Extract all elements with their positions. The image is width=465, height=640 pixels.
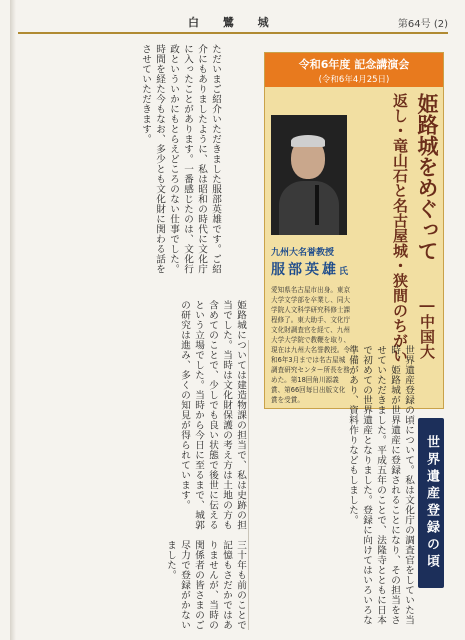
- event-date: (令和6年4月25日): [318, 75, 390, 85]
- photo-body-shape: [279, 181, 339, 235]
- lecture-title: [353, 93, 441, 363]
- column-divider: [248, 340, 249, 630]
- photo-hair-shape: [291, 135, 325, 147]
- lecture-title-sub: ―中国大返し・竜山石と名古屋城・狭間のちがい: [391, 93, 436, 363]
- microphone-icon: [315, 185, 319, 225]
- feature-header: [265, 53, 443, 87]
- speaker-bio: 愛知県名古屋市出身。東京大学文学部を卒業し、同大学院人文科学研究科修士課程修了。東大助手、文化庁文化財調査官を経て、九州大学大学院で教鞭を取り、現在は九州大名誉教授。令和6年3月までは名古屋城調査研究センター所長を務めた。第18回角川源義賞、第66回毎日出版文化賞を受賞。: [271, 286, 351, 403]
- article-column-left-bottom: 三十年も前のことで記憶もさだかではありませんが、当時の関係者の皆さまのご尽力で登録がかないました。: [165, 540, 246, 630]
- speaker-name: 服部英雄: [271, 262, 339, 278]
- section-heading: 世界遺産登録の頃: [418, 418, 444, 588]
- article-column-left-top: ただいまご紹介いただきました服部英雄です。ご紹介にもありましたように、私は昭和の時代に文化庁に入ったことがあります。一番感じたのは、文化行政といういかにもとらえどころのない仕事でした。時間を経た今もなお、多少とも文化財に関わる話をさせていただきます。: [140, 44, 221, 274]
- speaker-affiliation: 九州大名誉教授: [271, 248, 335, 258]
- page-fold-shadow: [10, 0, 16, 640]
- speaker-photo: [271, 115, 347, 235]
- lecture-title-main: 姫路城をめぐって: [415, 93, 440, 261]
- newsletter-masthead: 白 鷺 城: [188, 16, 279, 29]
- speaker-name-line: [271, 259, 348, 279]
- issue-number: 第64号 (2): [397, 19, 448, 30]
- speaker-honorific: 氏: [339, 267, 349, 277]
- event-title: 令和6年度 記念講演会: [298, 58, 410, 71]
- article-column-left-middle: 姫路城については建造物課の担当で、私は史跡の担当でした。当時は文化財保護の考え方は土地の方も含めてのことで、少しでも良い状態で後世に伝えるという立場でした。当時から今日に至るまで、城郭の研究は進み、多くの知見が得られています。: [179, 300, 246, 530]
- article-column-right-bottom: 世界遺産登録の頃について。私は文化庁の調査官をしていた当時、姫路城が世界遺産に登録されることになり、その担当をさせていただきました。平成五年のことで、法隆寺とともに日本で初めての世界遺産となりました。登録に向けてはいろいろな準備があり、資料作りなどもしました。: [347, 345, 414, 625]
- page-header: [18, 14, 448, 34]
